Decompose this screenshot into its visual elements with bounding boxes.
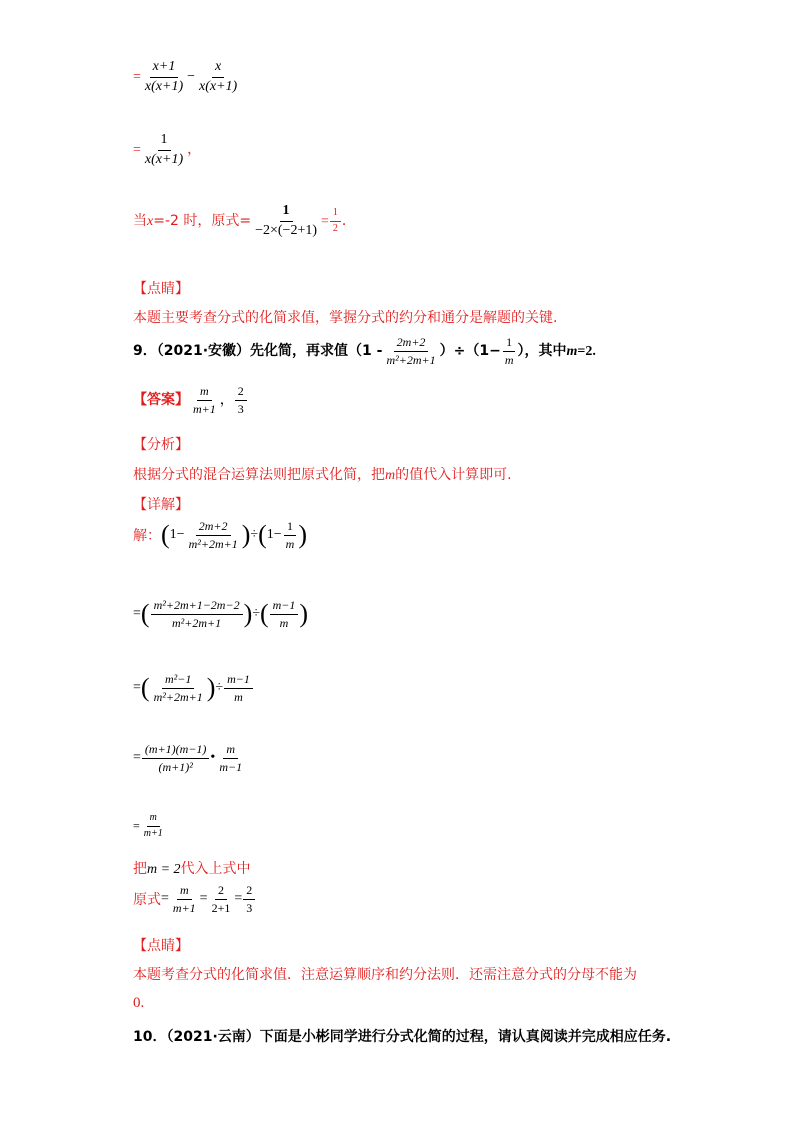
sub-pre: 把 <box>133 861 147 877</box>
equals-sign: = <box>133 142 141 158</box>
result-label: 原式 <box>133 892 161 909</box>
right-paren: ) <box>243 599 253 629</box>
denominator: (m+1)² <box>158 759 193 774</box>
numerator: m²+2m+1−2m−2 <box>151 599 243 615</box>
denominator: m+1 <box>172 900 196 915</box>
numerator: x+1 <box>150 60 179 78</box>
fraction-c <box>252 204 320 238</box>
divide-sign: ÷ <box>215 680 224 696</box>
equals-sign: = <box>133 750 141 766</box>
denominator: m²+2m+1 <box>153 689 203 704</box>
step4-fraction-2 <box>216 743 245 773</box>
step2-fraction-2 <box>270 599 299 629</box>
numerator: x <box>212 60 224 78</box>
divide-sign: ÷ <box>252 606 260 622</box>
result-fraction-2 <box>209 884 234 914</box>
question-number: 9． <box>133 342 157 359</box>
denominator: m²+2m+1 <box>188 536 238 551</box>
result-fraction-1 <box>170 884 199 914</box>
answer-separator: ， <box>219 391 234 408</box>
numerator: 1 <box>330 208 341 222</box>
numerator: m−1 <box>224 673 253 689</box>
denominator: −2×(−2+1) <box>255 222 317 238</box>
denominator: m <box>234 689 243 704</box>
equals-sign: = <box>199 891 208 907</box>
detail-label: 【详解】 <box>133 497 189 513</box>
denominator: x(x+1) <box>144 151 184 167</box>
multiply-dot: • <box>210 750 216 766</box>
numerator: 2 <box>215 884 227 900</box>
denominator: 2+1 <box>211 900 231 915</box>
sub-post: 代入上式中 <box>180 861 251 877</box>
left-paren: ( <box>140 599 150 629</box>
substitution-line <box>133 858 251 878</box>
fraction-a2 <box>196 60 240 94</box>
solve-step-4 <box>133 743 246 773</box>
answer-label: 【答案】 <box>133 391 189 408</box>
equals-sign: = <box>133 680 141 696</box>
denominator: m <box>285 536 295 551</box>
numerator: 1 <box>280 204 293 222</box>
denominator: m−1 <box>219 759 243 774</box>
step-b <box>133 133 201 167</box>
question-source: （2021·云南） <box>166 1029 260 1045</box>
variable-m: m <box>385 468 396 483</box>
denominator: m <box>279 615 289 630</box>
left-paren: ( <box>140 673 150 703</box>
denominator: x(x+1) <box>199 78 238 94</box>
step4-fraction-1 <box>142 743 210 773</box>
condition-text: =-2 时，原式= <box>153 212 252 229</box>
one: 1− <box>266 527 282 543</box>
numerator: 1 <box>158 133 171 151</box>
step5-fraction <box>141 813 166 839</box>
equals-sign: = <box>161 891 169 907</box>
numerator: m−1 <box>270 599 299 615</box>
denominator: m+1 <box>143 827 163 839</box>
comment-text: 本题主要考查分式的化简求值，掌握分式的约分和通分是解题的关键. <box>133 310 558 326</box>
solve-label: 解： <box>133 528 161 545</box>
equals-sign: = <box>133 69 141 85</box>
denominator: 3 <box>246 900 253 915</box>
numerator: 2 <box>235 385 247 401</box>
right-paren: ) <box>298 520 307 550</box>
numerator: m <box>147 813 160 827</box>
numerator: 2m+2 <box>394 336 429 352</box>
right-paren: ) <box>206 673 216 703</box>
variable-x: x <box>147 213 154 229</box>
comma: ， <box>187 141 202 158</box>
period: ． <box>341 212 356 229</box>
question-text: 下面是小彬同学进行分式化简的过程，请认真阅读并完成相应任务. <box>259 1029 672 1045</box>
denominator: m²+2m+1 <box>386 352 436 367</box>
fraction-q9-1 <box>383 336 438 366</box>
analysis-label: 【分析】 <box>133 437 189 453</box>
fraction-q9-2 <box>502 336 517 366</box>
sub-expression: m = 2 <box>147 862 181 877</box>
step3-fraction-2 <box>224 673 253 703</box>
analysis-text <box>133 464 512 484</box>
question-tail: ），其中 <box>517 342 567 359</box>
step-c <box>133 204 356 238</box>
denominator: m <box>504 352 514 367</box>
result-fraction-3 <box>243 884 255 914</box>
left-paren: ( <box>161 520 170 550</box>
step1-fraction-1 <box>186 520 241 550</box>
right-paren: ) <box>241 520 251 550</box>
equals-sign: = <box>234 891 243 907</box>
fraction-b <box>142 133 186 167</box>
variable-m: m <box>566 343 578 359</box>
comment-label: 【点睛】 <box>133 281 189 297</box>
solve-step-1 <box>133 520 307 550</box>
numerator: m <box>223 743 238 759</box>
numerator: 1 <box>284 520 296 536</box>
step1-fraction-2 <box>283 520 298 550</box>
denominator: m²+2m+1 <box>172 615 222 630</box>
one: 1− <box>169 527 185 543</box>
result-line <box>133 884 256 914</box>
right-paren: ) <box>299 599 309 629</box>
question-mid: ）÷（1− <box>439 342 501 359</box>
comment-text-2-cont: 0. <box>133 995 145 1011</box>
numerator: 1 <box>503 336 515 352</box>
comment-label-2: 【点睛】 <box>133 938 189 954</box>
question-lead: 先化简，再求值（1 - <box>250 342 383 359</box>
denominator: m+1 <box>193 401 216 416</box>
numerator: m²−1 <box>162 673 194 689</box>
fraction-half <box>330 208 341 234</box>
analysis-pre: 根据分式的混合运算法则把原式化简，把 <box>133 467 385 483</box>
minus-sign: − <box>187 69 196 85</box>
denominator: 2 <box>332 222 338 234</box>
numerator: m <box>197 385 212 401</box>
solve-step-3 <box>133 673 254 703</box>
analysis-post: 的值代入计算即可. <box>395 467 512 483</box>
left-paren: ( <box>259 599 269 629</box>
equals-sign: = <box>321 213 329 229</box>
when-label: 当 <box>133 212 147 229</box>
numerator: 2m+2 <box>196 520 231 536</box>
divide-sign: ÷ <box>250 527 259 543</box>
denominator: x(x+1) <box>144 78 184 94</box>
question-source: （2021·安徽） <box>156 342 251 359</box>
numerator: m <box>177 884 192 900</box>
step-a <box>133 60 241 94</box>
equals-sign: = <box>133 818 140 833</box>
answer-fraction <box>190 385 219 415</box>
question-10 <box>133 1026 671 1046</box>
denominator: 3 <box>237 401 244 416</box>
solve-step-5 <box>133 813 167 839</box>
step2-fraction-1 <box>151 599 243 629</box>
equals-sign: = <box>133 606 141 622</box>
question-number: 10． <box>133 1029 167 1045</box>
answer-fraction-2 <box>235 385 247 415</box>
numerator: (m+1)(m−1) <box>142 743 210 759</box>
step3-fraction-1 <box>151 673 206 703</box>
numerator: 2 <box>243 884 255 900</box>
question-value: =2. <box>577 343 596 359</box>
solve-step-2 <box>133 599 308 629</box>
fraction-a1 <box>142 60 186 94</box>
left-paren: ( <box>258 520 267 550</box>
comment-text-2: 本题考查分式的化简求值．注意运算顺序和约分法则．还需注意分式的分母不能为 <box>133 967 637 983</box>
question-9 <box>133 336 596 366</box>
answer-line <box>133 385 248 415</box>
